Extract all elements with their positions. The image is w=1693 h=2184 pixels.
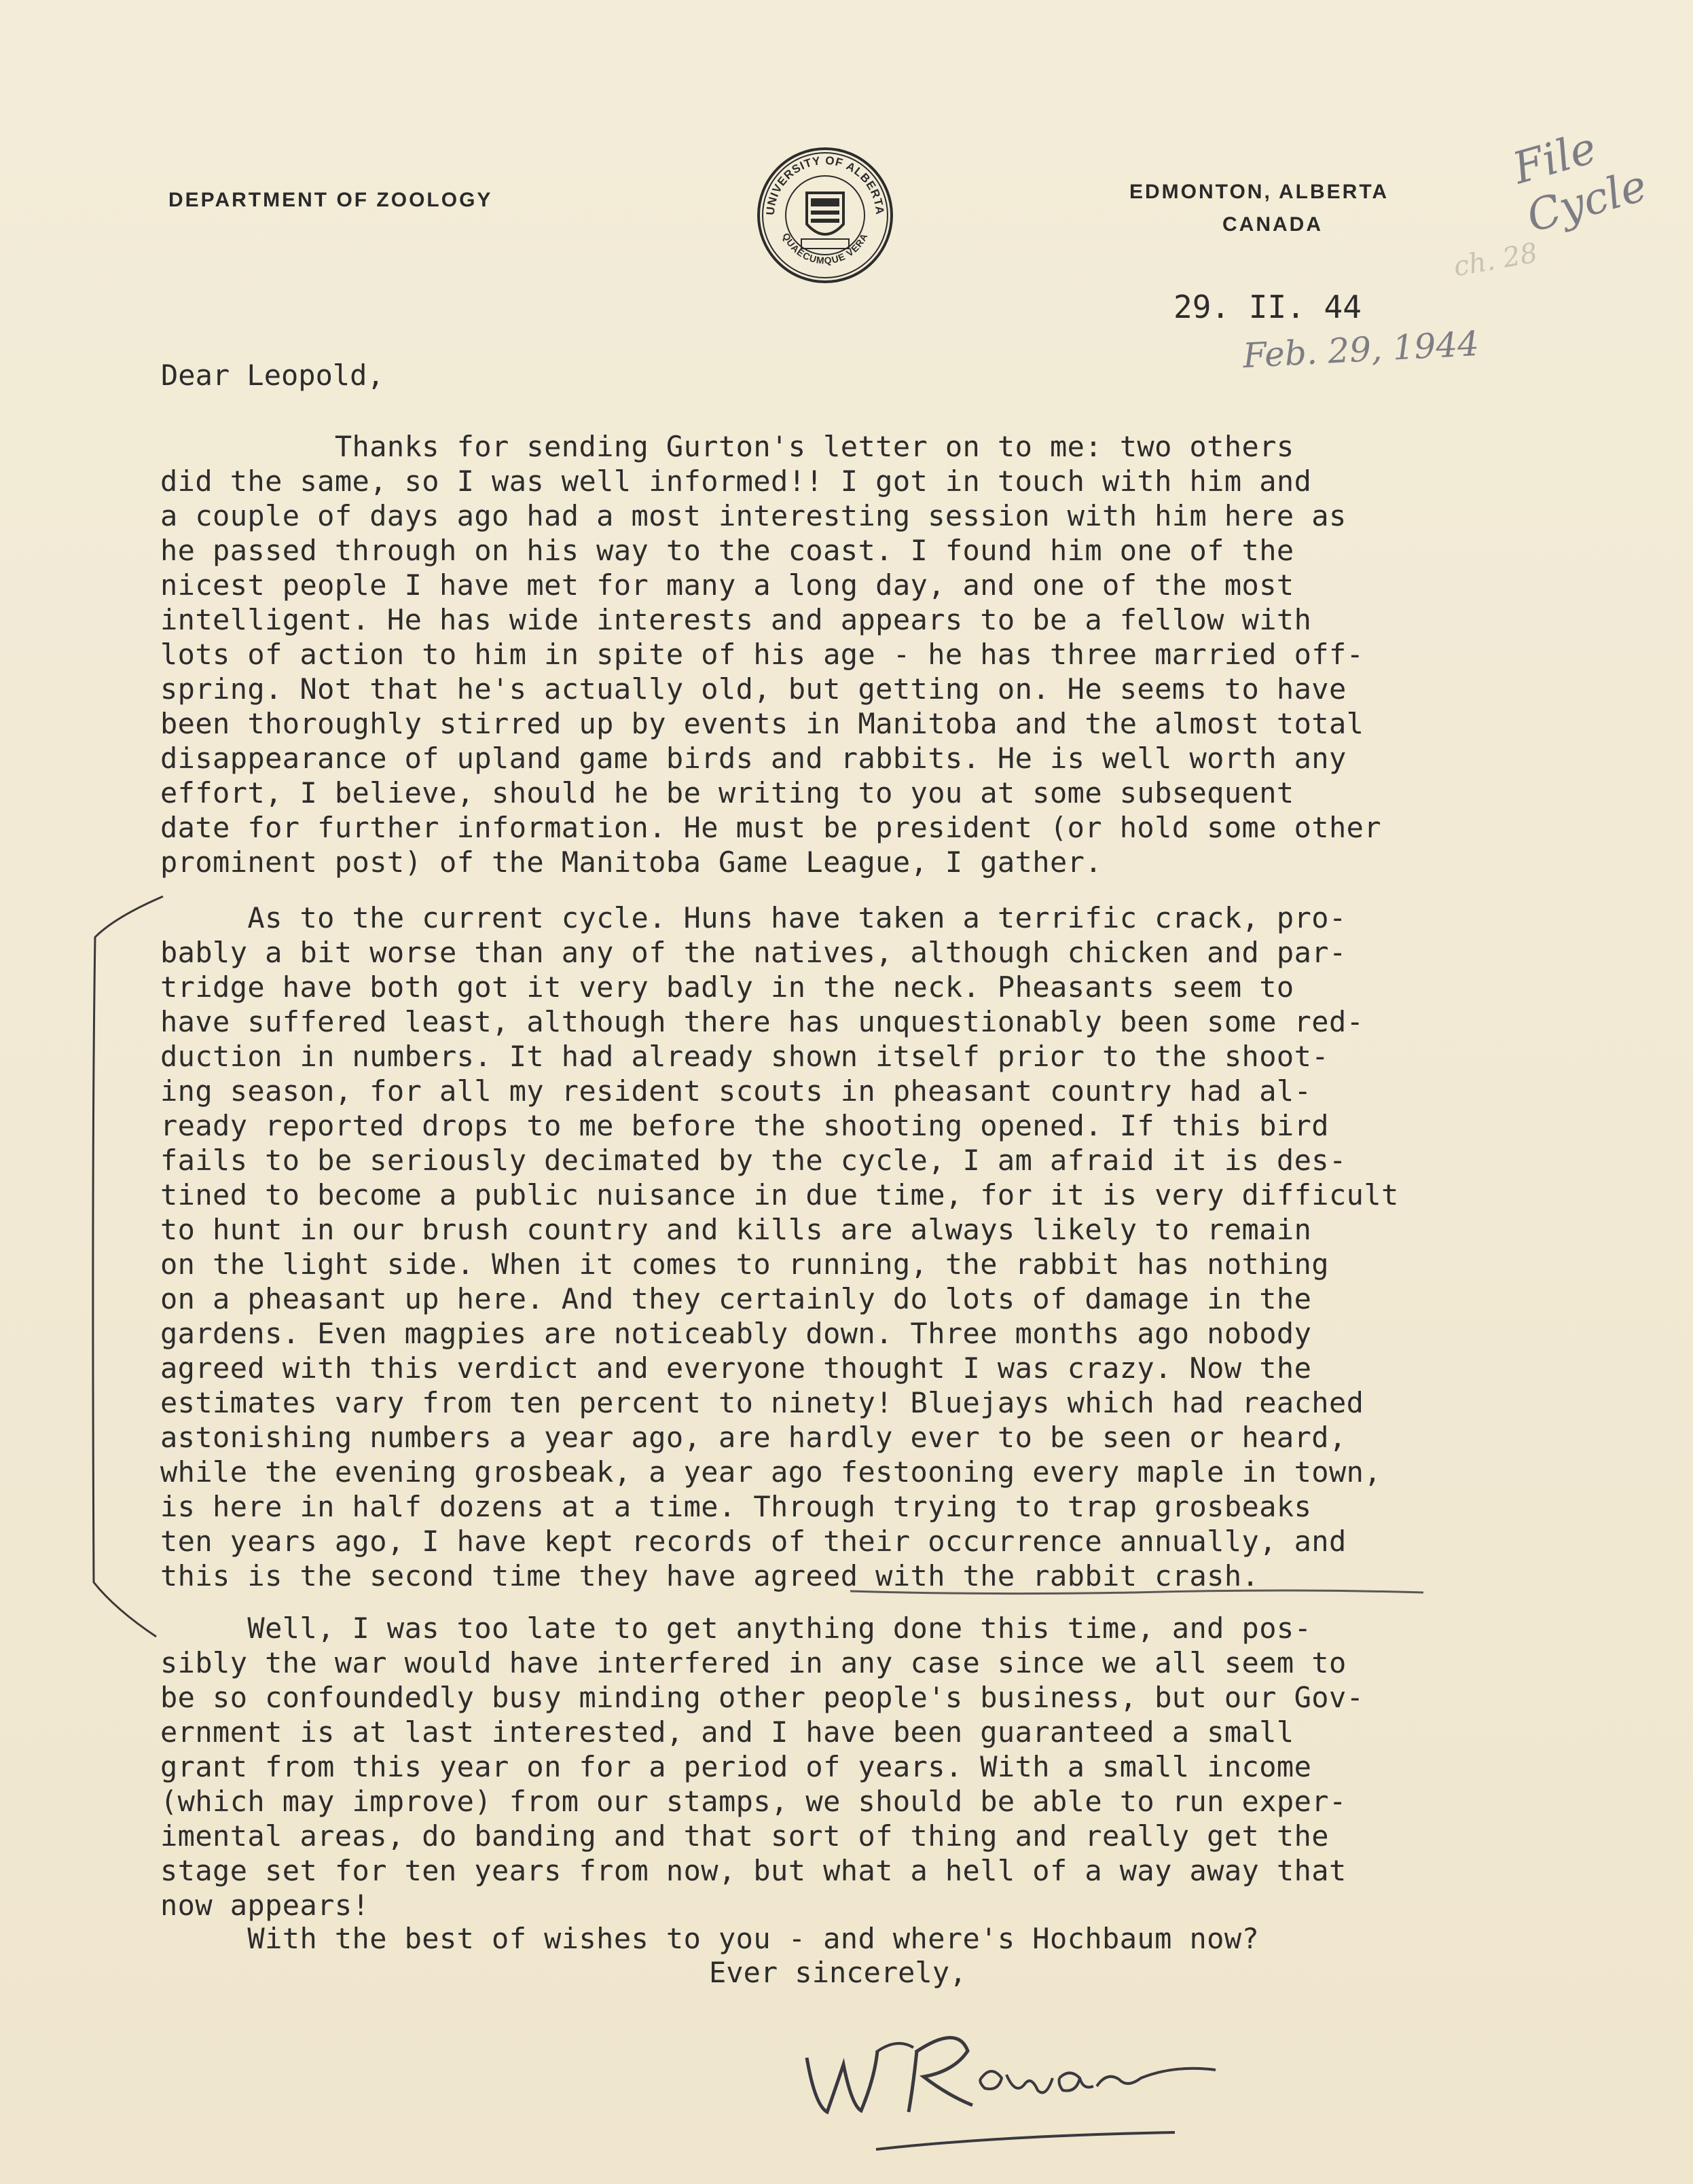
text-line: duction in numbers. It had already shown itself prior to the shoot- <box>160 1040 1329 1073</box>
paragraph-wishes <box>160 1921 1259 1956</box>
text-line: grant from this year on for a period of years. With a small income <box>160 1750 1312 1783</box>
seal-motto-text: QUAECUMQUE VERA <box>780 231 870 266</box>
text-line: be so confoundedly busy minding other people's business, but our Gov- <box>160 1681 1364 1714</box>
text-line: imental areas, do banding and that sort of thing and really get the <box>160 1819 1329 1853</box>
text-line: tridge have both got it very badly in the neck. Pheasants seem to <box>160 970 1294 1004</box>
text-line: prominent post) of the Manitoba Game League, I gather. <box>160 845 1103 879</box>
city-heading: EDMONTON, ALBERTA <box>1129 181 1389 203</box>
text-line: ready reported drops to me before the shooting opened. If this bird <box>160 1109 1329 1142</box>
text-line: ten years ago, I have kept records of their occurrence annually, and <box>160 1525 1347 1558</box>
underline-mark <box>849 1586 1426 1599</box>
salutation: Dear Leopold, <box>161 359 384 392</box>
text-line: ing season, for all my resident scouts in pheasant country had al- <box>160 1074 1312 1108</box>
text-line: effort, I believe, should he be writing to you at some subsequent <box>160 776 1294 809</box>
text-line: Well, I was too late to get anything done this time, and pos- <box>160 1612 1312 1645</box>
text-line: did the same, so I was well informed!! I got in touch with him and <box>160 465 1312 498</box>
faint-annotation: ch. 28 <box>1451 237 1540 283</box>
text-line: on the light side. When it comes to running, the rabbit has nothing <box>160 1248 1329 1281</box>
text-line: As to the current cycle. Huns have taken a terrific crack, pro- <box>160 901 1347 934</box>
seal-top-text: UNIVERSITY OF ALBERTA <box>763 153 887 216</box>
text-line: have suffered least, although there has unquestionably been some red- <box>160 1005 1364 1038</box>
text-line: he passed through on his way to the coast. I found him one of the <box>160 534 1294 567</box>
text-line: With the best of wishes to you - and where's Hochbaum now? <box>160 1922 1260 1955</box>
text-line: to hunt in our brush country and kills are always likely to remain <box>160 1213 1312 1246</box>
text-line: bably a bit worse than any of the natives, although chicken and par- <box>160 936 1347 969</box>
text-line: disappearance of upland game birds and rabbits. He is well worth any <box>160 742 1347 775</box>
handwritten-date: Feb. 29, 1944 <box>1241 323 1480 376</box>
signature-icon <box>795 2010 1229 2173</box>
text-line: tined to become a public nuisance in due time, for it is very difficult <box>160 1178 1399 1212</box>
text-line: on a pheasant up here. And they certainly do lots of damage in the <box>160 1282 1312 1315</box>
text-line: sibly the war would have interfered in any case since we all seem to <box>160 1646 1347 1679</box>
text-line: ernment is at last interested, and I have been guaranteed a small <box>160 1715 1294 1749</box>
university-seal-icon <box>754 144 896 287</box>
text-line: Thanks for sending Gurton's letter on to me: two others <box>160 430 1294 463</box>
letter-date: 29. II. 44 <box>1173 289 1362 325</box>
department-heading: DEPARTMENT OF ZOOLOGY <box>168 189 493 211</box>
text-line: (which may improve) from our stamps, we should be able to run exper- <box>160 1785 1347 1818</box>
text-line: date for further information. He must be president (or hold some other <box>160 811 1382 844</box>
text-line: spring. Not that he's actually old, but getting on. He seems to have <box>160 672 1347 706</box>
paragraph-funding <box>160 1611 1364 1923</box>
file-cycle-annotation: File Cycle <box>1508 123 1653 243</box>
text-line: estimates vary from ten percent to ninety! Bluejays which had reached <box>160 1386 1364 1419</box>
country-heading: CANADA <box>1222 213 1323 236</box>
text-line: stage set for ten years from now, but what a hell of a way away that <box>160 1854 1347 1887</box>
paragraph-gurton <box>160 429 1381 879</box>
text-line: been thoroughly stirred up by events in Manitoba and the almost total <box>160 707 1364 740</box>
text-line: is here in half dozens at a time. Through trying to trap grosbeaks <box>160 1490 1312 1523</box>
text-line: nicest people I have met for many a long day, and one of the most <box>160 568 1294 602</box>
paragraph-cycle <box>160 900 1399 1593</box>
text-line: intelligent. He has wide interests and appears to be a fellow with <box>160 603 1312 636</box>
text-line: lots of action to him in spite of his age - he has three married off- <box>160 638 1364 671</box>
closing: Ever sincerely, <box>709 1956 967 1989</box>
margin-bracket-icon <box>88 890 170 1643</box>
text-line: agreed with this verdict and everyone thought I was crazy. Now the <box>160 1351 1312 1385</box>
text-line: astonishing numbers a year ago, are hardly ever to be seen or heard, <box>160 1421 1347 1454</box>
text-line: fails to be seriously decimated by the cycle, I am afraid it is des- <box>160 1144 1347 1177</box>
text-line: this is the second time they have agreed with the rabbit crash. <box>160 1559 1260 1592</box>
text-line: a couple of days ago had a most interesting session with him here as <box>160 499 1347 532</box>
text-line: now appears! <box>160 1889 370 1922</box>
text-line: while the evening grosbeak, a year ago festooning every maple in town, <box>160 1455 1382 1489</box>
text-line: gardens. Even magpies are noticeably down. Three months ago nobody <box>160 1317 1312 1350</box>
